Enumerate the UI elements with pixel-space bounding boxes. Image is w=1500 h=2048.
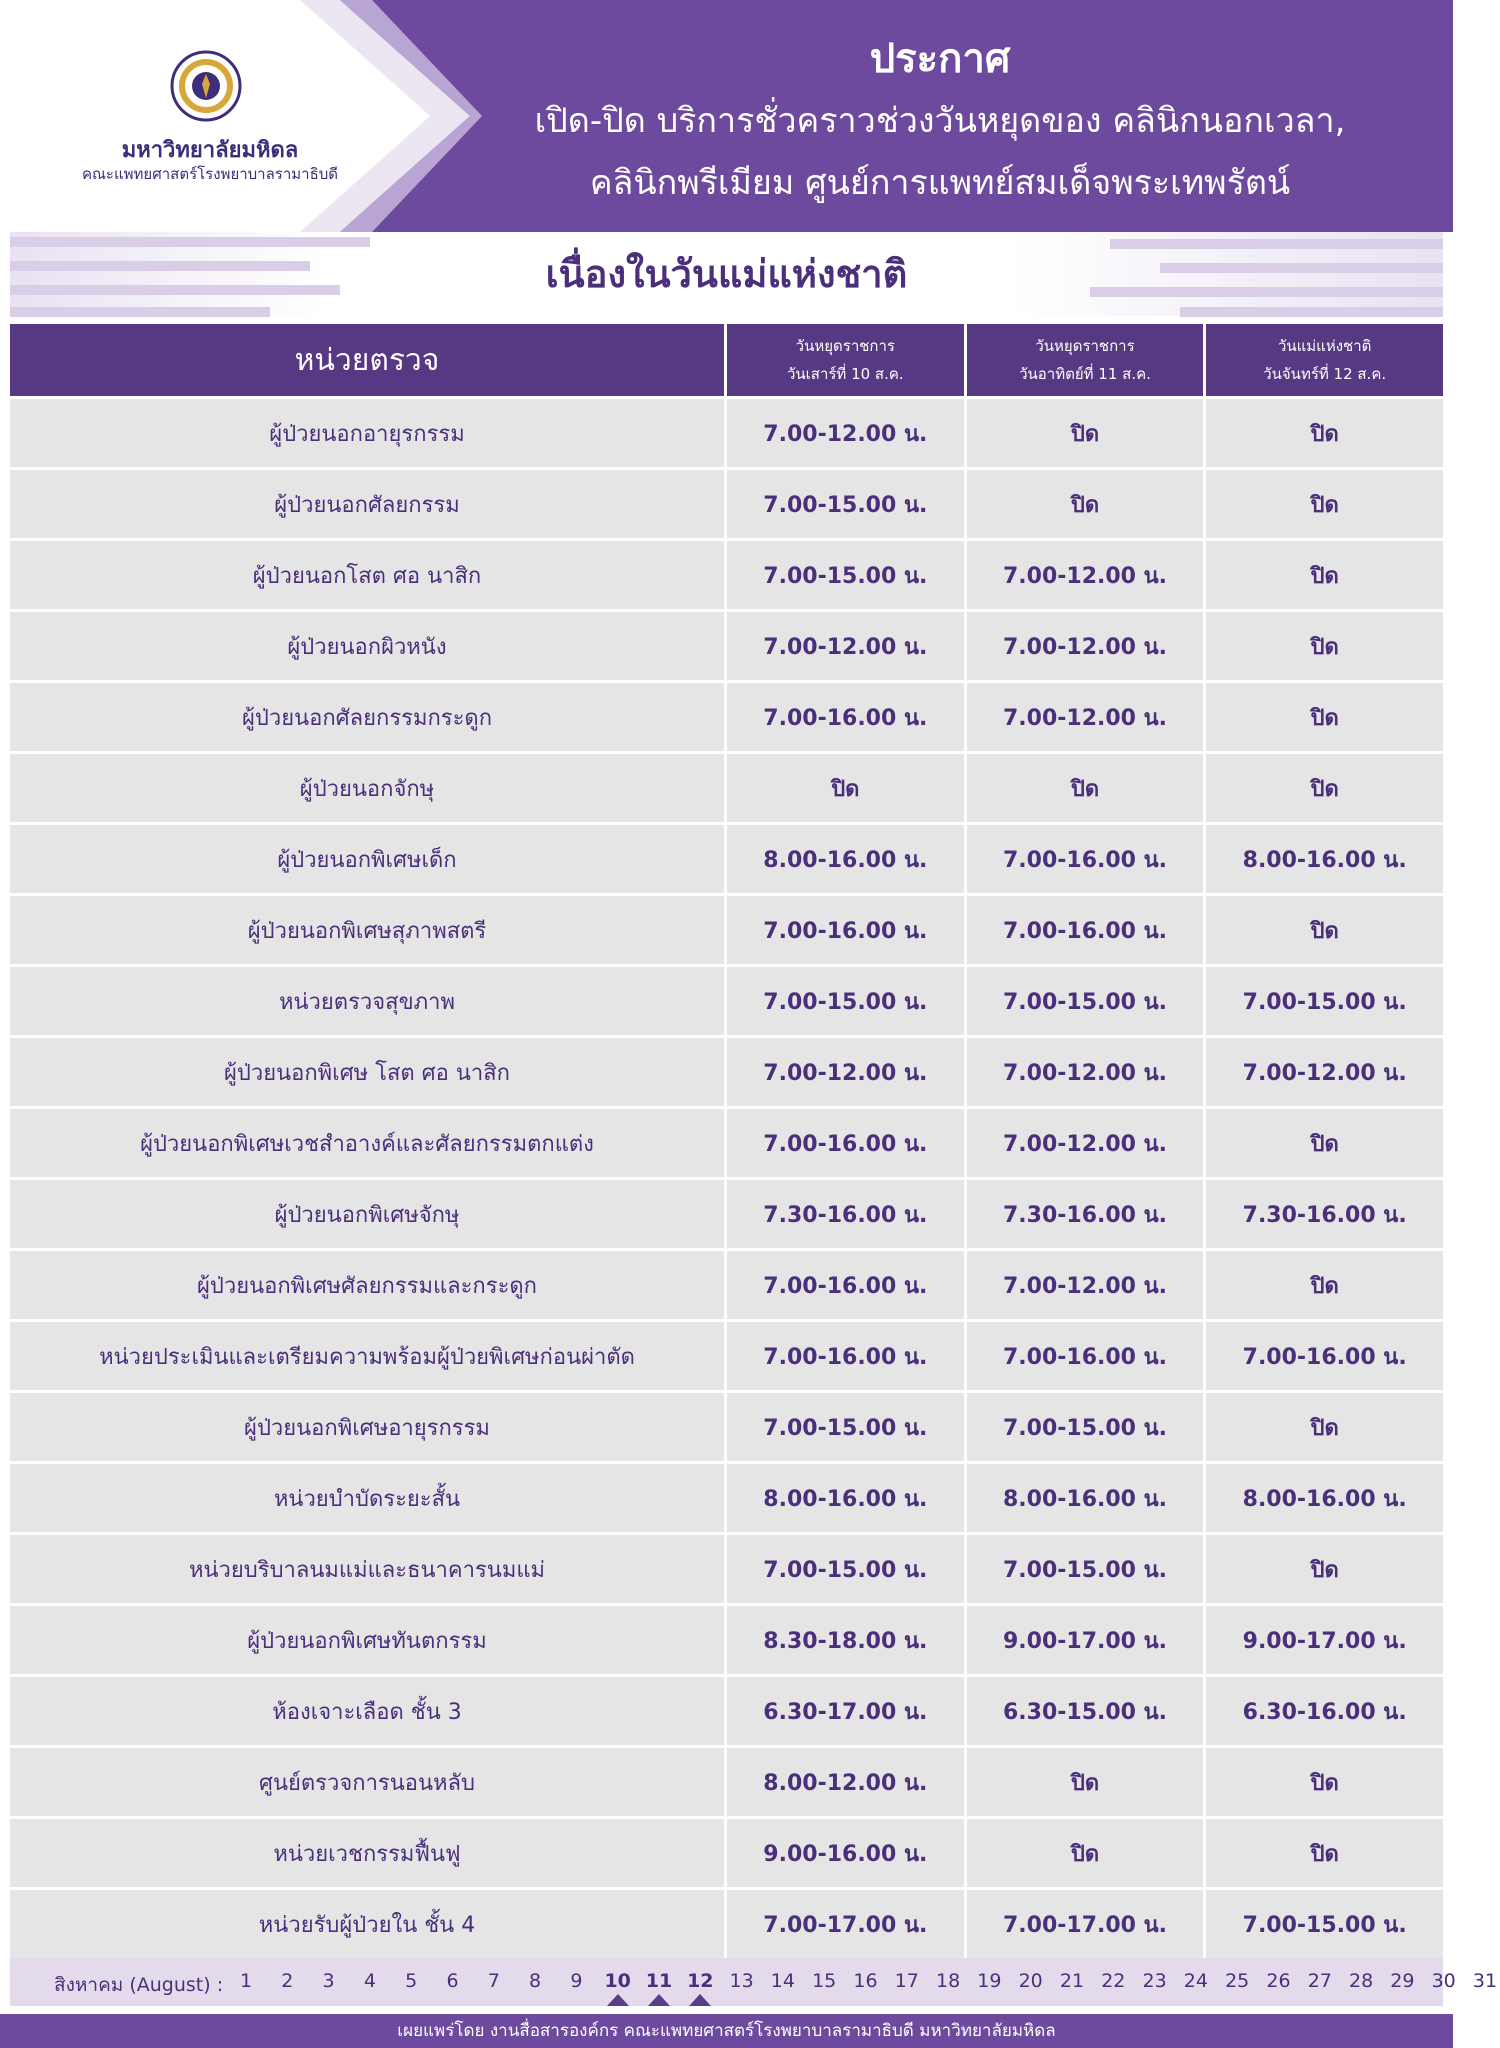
unit-name: ผู้ป่วยนอกพิเศษสุภาพสตรี: [247, 918, 487, 944]
cell-sunday-hours: [967, 399, 1204, 467]
unit-name: ผู้ป่วยนอกพิเศษทันตกรรม: [247, 1628, 487, 1654]
cell-saturday-hours: [727, 1535, 964, 1603]
saturday-hours: 7.00-16.00 น.: [763, 1131, 928, 1157]
table-row: [10, 1606, 1443, 1674]
unit-name: หน่วยเวชกรรมฟื้นฟู: [273, 1841, 461, 1867]
header-saturday: [727, 324, 964, 396]
cell-saturday-hours: [727, 1606, 964, 1674]
cell-saturday-hours: [727, 399, 964, 467]
cell-unit-name: [10, 896, 724, 964]
unit-name: หน่วยบำบัดระยะสั้น: [273, 1486, 461, 1512]
calendar-day: 19: [977, 1970, 1002, 1992]
cell-saturday-hours: [727, 967, 964, 1035]
saturday-hours: 6.30-17.00 น.: [763, 1699, 928, 1725]
sunday-hours: 7.00-17.00 น.: [1002, 1912, 1168, 1938]
header-monday: [1206, 324, 1443, 396]
cell-sunday-hours: [967, 1322, 1204, 1390]
table-row: [10, 825, 1443, 893]
calendar-day: 9: [570, 1970, 583, 1992]
cell-saturday-hours: [727, 683, 964, 751]
calendar-day: 10: [604, 1970, 631, 1992]
cell-saturday-hours: [727, 1677, 964, 1745]
table-row: [10, 896, 1443, 964]
cell-saturday-hours: [727, 1109, 964, 1177]
sunday-hours: 7.00-12.00 น.: [1002, 705, 1168, 731]
cell-saturday-hours: [727, 1748, 964, 1816]
cell-unit-name: [10, 825, 724, 893]
sunday-hours: 6.30-15.00 น.: [1002, 1699, 1168, 1725]
cell-unit-name: [10, 1251, 724, 1319]
sunday-hours: 7.00-12.00 น.: [1002, 634, 1168, 660]
table-row: [10, 470, 1443, 538]
monday-hours: ปิด: [1310, 1841, 1339, 1867]
cell-monday-hours: [1206, 1606, 1443, 1674]
header-unit-label: หน่วยตรวจ: [294, 342, 440, 378]
sunday-hours: 7.00-12.00 น.: [1002, 1060, 1168, 1086]
monday-hours: ปิด: [1310, 776, 1339, 802]
unit-name: ผู้ป่วยนอกศัลยกรรมกระดูก: [241, 705, 493, 731]
unit-name: ผู้ป่วยนอกพิเศษจักษุ: [274, 1202, 460, 1228]
cell-saturday-hours: [727, 825, 964, 893]
calendar-day: 6: [446, 1970, 459, 1992]
cell-saturday-hours: [727, 612, 964, 680]
university-name: มหาวิทยาลัยมหิดล: [121, 138, 299, 163]
saturday-hours: 7.00-16.00 น.: [763, 1344, 928, 1370]
footer-credit: เผยแพร่โดย งานสื่อสารองค์กร คณะแพทยศาสตร์โรงพยาบาลรามาธิบดี มหาวิทยาลัยมหิดล: [0, 2014, 1453, 2048]
table-row: [10, 754, 1443, 822]
cell-saturday-hours: [727, 541, 964, 609]
cell-monday-hours: [1206, 1464, 1443, 1532]
saturday-hours: 8.30-18.00 น.: [763, 1628, 928, 1654]
cell-unit-name: [10, 1180, 724, 1248]
saturday-hours: 8.00-16.00 น.: [763, 847, 928, 873]
calendar-day: 11: [645, 1970, 673, 1992]
saturday-hours: 7.00-15.00 น.: [763, 563, 928, 589]
table-row: [10, 967, 1443, 1035]
calendar-day: 4: [363, 1970, 376, 1992]
sunday-hours: 8.00-16.00 น.: [1002, 1486, 1168, 1512]
cell-sunday-hours: [967, 470, 1204, 538]
table-row: [10, 541, 1443, 609]
cell-unit-name: [10, 541, 724, 609]
table-body: [10, 399, 1443, 1958]
title-line-1: ประกาศ: [869, 36, 1011, 82]
cell-monday-hours: [1206, 1251, 1443, 1319]
cell-monday-hours: [1206, 1748, 1443, 1816]
calendar-day: 2: [281, 1970, 294, 1992]
sunday-hours: ปิด: [1070, 421, 1100, 447]
unit-name: ผู้ป่วยนอกศัลยกรรม: [274, 492, 460, 518]
saturday-hours: 7.00-12.00 น.: [763, 1060, 928, 1086]
sunday-hours: 7.00-15.00 น.: [1002, 1415, 1168, 1441]
cell-sunday-hours: [967, 754, 1204, 822]
cell-saturday-hours: [727, 754, 964, 822]
cell-sunday-hours: [967, 541, 1204, 609]
cell-unit-name: [10, 1109, 724, 1177]
monday-hours: ปิด: [1310, 1557, 1339, 1583]
header-saturday-type: วันหยุดราชการ: [795, 337, 895, 355]
saturday-hours: 7.00-16.00 น.: [763, 1273, 928, 1299]
table-row: [10, 612, 1443, 680]
cell-unit-name: [10, 683, 724, 751]
sunday-hours: ปิด: [1070, 776, 1100, 802]
table-row: [10, 1535, 1443, 1603]
monday-hours: 7.30-16.00 น.: [1242, 1202, 1407, 1228]
schedule-table: [10, 324, 1443, 1958]
cell-unit-name: [10, 399, 724, 467]
cell-sunday-hours: [967, 683, 1204, 751]
cell-sunday-hours: [967, 1393, 1204, 1461]
cell-monday-hours: [1206, 1322, 1443, 1390]
cell-sunday-hours: [967, 1535, 1204, 1603]
cell-sunday-hours: [967, 825, 1204, 893]
calendar-day: 31: [1472, 1970, 1498, 1992]
sunday-hours: 7.00-16.00 น.: [1002, 847, 1168, 873]
calendar-day: 26: [1266, 1970, 1291, 1992]
saturday-hours: 7.00-17.00 น.: [763, 1912, 928, 1938]
calendar-day: 29: [1390, 1970, 1415, 1992]
saturday-hours: 7.00-15.00 น.: [763, 492, 928, 518]
sunday-hours: 7.00-12.00 น.: [1002, 1273, 1168, 1299]
cell-monday-hours: [1206, 1819, 1443, 1887]
monday-hours: 7.00-15.00 น.: [1242, 1912, 1407, 1938]
calendar-day: 18: [936, 1970, 961, 1992]
monday-hours: ปิด: [1310, 705, 1339, 731]
cell-sunday-hours: [967, 1464, 1204, 1532]
cell-sunday-hours: [967, 896, 1204, 964]
unit-name: ผู้ป่วยนอกพิเศษอายุรกรรม: [244, 1415, 490, 1441]
cell-unit-name: [10, 1748, 724, 1816]
cell-saturday-hours: [727, 470, 964, 538]
sunday-hours: 7.00-15.00 น.: [1002, 1557, 1168, 1583]
calendar-day: 27: [1307, 1970, 1332, 1992]
sunday-hours: ปิด: [1070, 1770, 1100, 1796]
title-line-2: เปิด-ปิด บริการชั่วคราวช่วงวันหยุดของ คลินิกนอกเวลา,: [534, 101, 1346, 141]
calendar-day: 22: [1101, 1970, 1126, 1992]
unit-name: ผู้ป่วยนอกพิเศษศัลยกรรมและกระดูก: [197, 1273, 537, 1299]
calendar-day: 12: [687, 1970, 714, 1992]
cell-saturday-hours: [727, 1464, 964, 1532]
logo: [60, 50, 360, 190]
subtitle-banner: [10, 232, 1443, 316]
unit-name: ห้องเจาะเลือด ชั้น 3: [272, 1699, 462, 1725]
unit-name: หน่วยประเมินและเตรียมความพร้อมผู้ป่วยพิเศษก่อนผ่าตัด: [99, 1344, 635, 1370]
cell-saturday-hours: [727, 1819, 964, 1887]
calendar-day: 13: [729, 1970, 754, 1992]
highlight-marker-icon: [607, 1994, 629, 2006]
sunday-hours: 7.00-16.00 น.: [1002, 1344, 1168, 1370]
header-monday-type: วันแม่แห่งชาติ: [1277, 337, 1372, 355]
calendar-day: 25: [1225, 1970, 1250, 1992]
table-row: [10, 399, 1443, 467]
calendar-day: 14: [770, 1970, 795, 1992]
cell-monday-hours: [1206, 1038, 1443, 1106]
cell-monday-hours: [1206, 683, 1443, 751]
faculty-name: คณะแพทยศาสตร์โรงพยาบาลรามาธิบดี: [81, 165, 339, 183]
cell-unit-name: [10, 1535, 724, 1603]
unit-name: หน่วยรับผู้ป่วยใน ชั้น 4: [258, 1912, 476, 1938]
unit-name: หน่วยตรวจสุขภาพ: [279, 989, 455, 1015]
monday-hours: ปิด: [1310, 1415, 1339, 1441]
unit-name: ผู้ป่วยนอกโสต ศอ นาสิก: [252, 563, 482, 589]
unit-name: ผู้ป่วยนอกพิเศษเวชสำอางค์และศัลยกรรมตกแต่ง: [140, 1131, 594, 1157]
cell-saturday-hours: [727, 1038, 964, 1106]
monday-hours: ปิด: [1310, 421, 1339, 447]
calendar-day: 3: [322, 1970, 335, 1992]
table-row: [10, 1677, 1443, 1745]
saturday-hours: 9.00-16.00 น.: [763, 1841, 928, 1867]
university-seal-icon: [170, 50, 242, 122]
cell-monday-hours: [1206, 470, 1443, 538]
table-row: [10, 1180, 1443, 1248]
saturday-hours: 8.00-12.00 น.: [763, 1770, 928, 1796]
highlight-marker-icon: [689, 1994, 711, 2006]
cell-sunday-hours: [967, 1606, 1204, 1674]
cell-sunday-hours: [967, 1251, 1204, 1319]
cell-monday-hours: [1206, 1180, 1443, 1248]
monday-hours: 8.00-16.00 น.: [1242, 1486, 1407, 1512]
cell-sunday-hours: [967, 1748, 1204, 1816]
header-monday-date: วันจันทร์ที่ 12 ส.ค.: [1263, 365, 1387, 383]
sunday-hours: 7.00-12.00 น.: [1002, 1131, 1168, 1157]
cell-sunday-hours: [967, 1677, 1204, 1745]
cell-monday-hours: [1206, 612, 1443, 680]
cell-saturday-hours: [727, 1890, 964, 1958]
monday-hours: 7.00-16.00 น.: [1242, 1344, 1407, 1370]
august-calendar: [10, 1958, 1498, 2006]
unit-name: ผู้ป่วยนอกจักษุ: [299, 776, 435, 802]
cell-monday-hours: [1206, 1890, 1443, 1958]
table-row: [10, 1748, 1443, 1816]
cell-saturday-hours: [727, 1322, 964, 1390]
header-sunday: [967, 324, 1204, 396]
table-row: [10, 1109, 1443, 1177]
table-row: [10, 1322, 1443, 1390]
monday-hours: ปิด: [1310, 634, 1339, 660]
cell-unit-name: [10, 1393, 724, 1461]
calendar-day: 23: [1142, 1970, 1167, 1992]
calendar-day: 5: [405, 1970, 418, 1992]
table-row: [10, 683, 1443, 751]
cell-unit-name: [10, 1819, 724, 1887]
saturday-hours: 7.00-16.00 น.: [763, 705, 928, 731]
unit-name: ผู้ป่วยนอกพิเศษเด็ก: [277, 847, 457, 873]
title-line-3: คลินิกพรีเมียม ศูนย์การแพทย์สมเด็จพระเทพรัตน์: [589, 163, 1291, 203]
cell-saturday-hours: [727, 1251, 964, 1319]
cell-monday-hours: [1206, 754, 1443, 822]
cell-sunday-hours: [967, 1038, 1204, 1106]
sunday-hours: 9.00-17.00 น.: [1002, 1628, 1168, 1654]
saturday-hours: 7.00-15.00 น.: [763, 989, 928, 1015]
table-row: [10, 1890, 1443, 1958]
cell-unit-name: [10, 612, 724, 680]
table-row: [10, 1038, 1443, 1106]
saturday-hours: 7.00-12.00 น.: [763, 634, 928, 660]
calendar-day: 17: [894, 1970, 919, 1992]
saturday-hours: 7.30-16.00 น.: [763, 1202, 928, 1228]
cell-monday-hours: [1206, 1677, 1443, 1745]
highlight-marker-icon: [648, 1994, 670, 2006]
calendar-day: 15: [812, 1970, 837, 1992]
cell-unit-name: [10, 1890, 724, 1958]
header-unit: [10, 324, 724, 396]
monday-hours: ปิด: [1310, 1131, 1339, 1157]
subtitle: เนื่องในวันแม่แห่งชาติ: [545, 252, 908, 296]
unit-name: ผู้ป่วยนอกอายุรกรรม: [269, 421, 465, 447]
cell-monday-hours: [1206, 967, 1443, 1035]
header: [0, 0, 1453, 232]
cell-monday-hours: [1206, 1109, 1443, 1177]
cell-monday-hours: [1206, 541, 1443, 609]
cell-sunday-hours: [967, 612, 1204, 680]
saturday-hours: 7.00-12.00 น.: [763, 421, 928, 447]
table-header: [10, 324, 1443, 396]
unit-name: ผู้ป่วยนอกผิวหนัง: [287, 634, 447, 660]
monday-hours: 6.30-16.00 น.: [1242, 1699, 1407, 1725]
saturday-hours: 7.00-15.00 น.: [763, 1415, 928, 1441]
announcement-title: [470, 28, 1410, 214]
cell-unit-name: [10, 1677, 724, 1745]
calendar-day: 21: [1059, 1970, 1085, 1992]
cell-monday-hours: [1206, 896, 1443, 964]
cell-sunday-hours: [967, 1819, 1204, 1887]
table-row: [10, 1819, 1443, 1887]
sunday-hours: 7.30-16.00 น.: [1002, 1202, 1168, 1228]
monday-hours: ปิด: [1310, 1273, 1339, 1299]
cell-sunday-hours: [967, 1890, 1204, 1958]
cell-monday-hours: [1206, 1535, 1443, 1603]
sunday-hours: 7.00-12.00 น.: [1002, 563, 1168, 589]
cell-unit-name: [10, 1464, 724, 1532]
calendar-day: 8: [529, 1970, 542, 1992]
cell-saturday-hours: [727, 1393, 964, 1461]
monday-hours: ปิด: [1310, 1770, 1339, 1796]
calendar-day: 1: [239, 1970, 253, 1992]
monday-hours: 8.00-16.00 น.: [1242, 847, 1407, 873]
sunday-hours: 7.00-15.00 น.: [1002, 989, 1168, 1015]
saturday-hours: 7.00-16.00 น.: [763, 918, 928, 944]
cell-unit-name: [10, 470, 724, 538]
cell-monday-hours: [1206, 1393, 1443, 1461]
unit-name: ศูนย์ตรวจการนอนหลับ: [259, 1770, 475, 1796]
cell-unit-name: [10, 1038, 724, 1106]
cell-monday-hours: [1206, 825, 1443, 893]
cell-unit-name: [10, 1606, 724, 1674]
unit-name: ผู้ป่วยนอกพิเศษ โสต ศอ นาสิก: [224, 1060, 510, 1086]
sunday-hours: 7.00-16.00 น.: [1002, 918, 1168, 944]
calendar-day: 30: [1431, 1970, 1456, 1992]
monday-hours: ปิด: [1310, 563, 1339, 589]
table-row: [10, 1393, 1443, 1461]
calendar-day: 16: [853, 1970, 878, 1992]
cell-saturday-hours: [727, 1180, 964, 1248]
cell-sunday-hours: [967, 967, 1204, 1035]
monday-hours: ปิด: [1310, 492, 1339, 518]
monday-hours: 9.00-17.00 น.: [1242, 1628, 1407, 1654]
sunday-hours: ปิด: [1070, 492, 1100, 518]
cell-unit-name: [10, 1322, 724, 1390]
table-row: [10, 1251, 1443, 1319]
cell-sunday-hours: [967, 1109, 1204, 1177]
header-sunday-type: วันหยุดราชการ: [1035, 337, 1135, 355]
sunday-hours: ปิด: [1070, 1841, 1100, 1867]
cell-sunday-hours: [967, 1180, 1204, 1248]
saturday-hours: 7.00-15.00 น.: [763, 1557, 928, 1583]
cell-monday-hours: [1206, 399, 1443, 467]
cell-unit-name: [10, 967, 724, 1035]
calendar-day: 24: [1183, 1970, 1208, 1992]
table-row: [10, 1464, 1443, 1532]
monday-hours: 7.00-12.00 น.: [1242, 1060, 1407, 1086]
calendar-day: 28: [1349, 1970, 1374, 1992]
monday-hours: ปิด: [1310, 918, 1339, 944]
header-saturday-date: วันเสาร์ที่ 10 ส.ค.: [786, 365, 904, 383]
calendar-day: 20: [1018, 1970, 1043, 1992]
unit-name: หน่วยบริบาลนมแม่และธนาคารนมแม่: [189, 1557, 545, 1583]
cell-saturday-hours: [727, 896, 964, 964]
monday-hours: 7.00-15.00 น.: [1242, 989, 1407, 1015]
calendar-day: 7: [487, 1970, 500, 1992]
calendar-label: สิงหาคม (August) :: [54, 1974, 224, 1996]
header-sunday-date: วันอาทิตย์ที่ 11 ส.ค.: [1019, 365, 1151, 383]
saturday-hours: ปิด: [831, 776, 860, 802]
cell-unit-name: [10, 754, 724, 822]
saturday-hours: 8.00-16.00 น.: [763, 1486, 928, 1512]
